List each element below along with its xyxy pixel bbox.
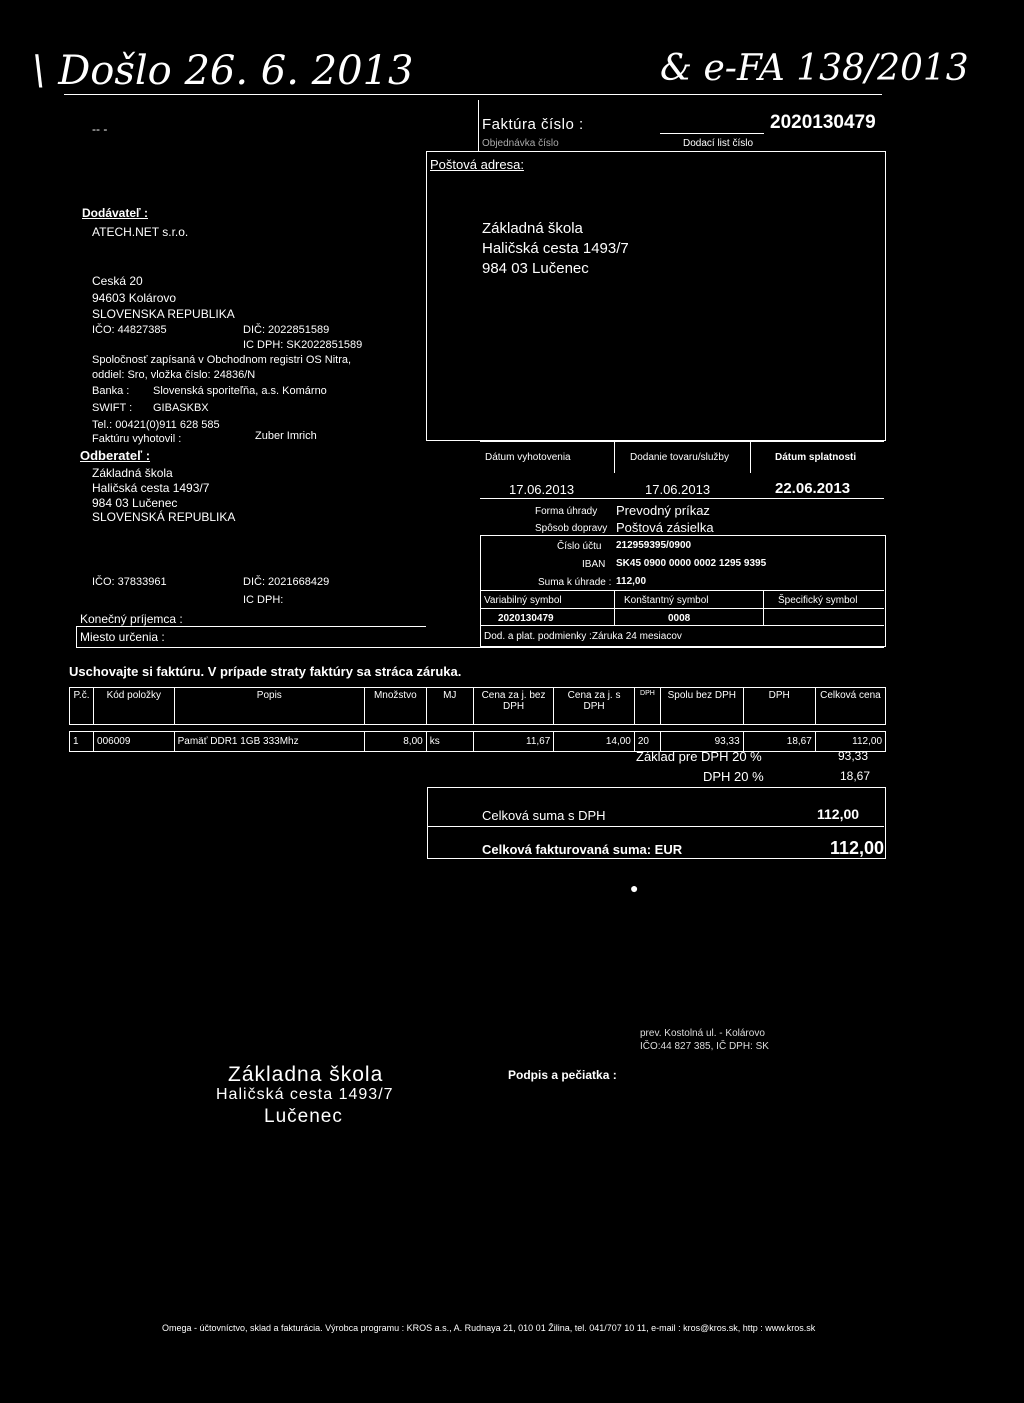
- variable-symbol-label: Variabilný symbol: [484, 595, 562, 606]
- header-price-gross: Cena za j. s DPH: [554, 688, 635, 725]
- school-stamp-name: Základna škola: [228, 1063, 384, 1086]
- header-quantity: Množstvo: [364, 688, 426, 725]
- customer-name: Základná škola: [92, 466, 173, 480]
- header-vat: DPH: [743, 688, 815, 725]
- supplier-phone: Tel.: 00421(0)911 628 585: [92, 419, 220, 431]
- items-header-row: [70, 688, 886, 725]
- supplier-ic-dph: IC DPH: SK2022851589: [243, 339, 363, 351]
- row-description: Pamäť DDR1 1GB 333Mhz: [174, 732, 364, 752]
- company-stamp-line-1: prev. Kostolná ul. - Kolárovo: [640, 1028, 765, 1039]
- bank-label: Banka :: [92, 385, 130, 397]
- supplier-city: 94603 Kolárovo: [92, 291, 177, 305]
- specific-symbol-label: Špecifický symbol: [778, 595, 858, 606]
- school-stamp-city: Lučenec: [264, 1106, 343, 1127]
- supplier-country: SLOVENSKA REPUBLIKA: [92, 307, 235, 321]
- handwritten-reference-note: & e-FA 138/2013: [660, 48, 969, 89]
- header-description: Popis: [174, 688, 364, 725]
- delivery-note-label: Dodací list číslo: [683, 138, 754, 149]
- row-price-gross: 14,00: [554, 732, 635, 752]
- iban-label: IBAN: [582, 559, 606, 570]
- customer-city: 984 03 Lučenec: [92, 496, 178, 510]
- order-number-label: Objednávka číslo: [482, 138, 559, 149]
- symbols-bottom-line: [480, 625, 884, 626]
- supplier-registry-line-2: oddiel: Sro, vložka číslo: 24836/N: [92, 369, 256, 381]
- header-code: Kód položky: [94, 688, 175, 725]
- table-spacer: [70, 725, 886, 732]
- dates-top-line: [480, 441, 884, 442]
- row-unit: ks: [426, 732, 473, 752]
- postal-city: 984 03 Lučenec: [482, 260, 589, 277]
- customer-label: Odberateľ :: [80, 448, 151, 463]
- number-underline: [660, 133, 764, 134]
- destination-label: Miesto určenia :: [80, 630, 165, 644]
- header-pc: P.č.: [70, 688, 94, 725]
- constant-symbol: 0008: [668, 613, 691, 624]
- company-stamp-line-2: IČO:44 827 385, IČ DPH: SK: [640, 1041, 769, 1052]
- symbols-top-line: [480, 590, 884, 591]
- supplier-ico: IČO: 44827385: [92, 324, 167, 336]
- constant-symbol-label: Konštantný symbol: [624, 595, 709, 606]
- variable-symbol: 2020130479: [498, 613, 554, 624]
- transport-method: Poštová zásielka: [616, 520, 714, 535]
- row-total: 112,00: [815, 732, 885, 752]
- supplier-label: Dodávateľ :: [82, 206, 148, 220]
- row-total-net: 93,33: [661, 732, 744, 752]
- issue-date: 17.06.2013: [509, 482, 575, 497]
- invoice-title-label: Faktúra číslo :: [482, 116, 584, 133]
- postal-name: Základná škola: [482, 220, 583, 237]
- vat-base-value: 93,33: [838, 749, 869, 763]
- postal-address-box: [426, 151, 886, 441]
- customer-country: SLOVENSKÁ REPUBLIKA: [92, 510, 236, 524]
- row-quantity: 8,00: [364, 732, 426, 752]
- warning-text: Uschovajte si faktúru. V prípade straty faktúry sa stráca záruka.: [69, 664, 462, 679]
- software-footer: Omega - účtovníctvo, sklad a fakturácia. Výrobca programu : KROS a.s., A. Rudnaya 21, 010 01 Žilina, tel. 041/707 10 11, e-mail : kros@kros.sk, http : www.kros.sk: [162, 1323, 816, 1333]
- due-date-label: Dátum splatnosti: [775, 452, 857, 463]
- row-price-net: 11,67: [473, 732, 554, 752]
- vat-label: DPH 20 %: [703, 769, 764, 784]
- table-row: [70, 732, 886, 752]
- bank-name: Slovenská sporiteľňa, a.s. Komárno: [153, 385, 327, 397]
- issued-by-name: Zuber Imrich: [255, 430, 317, 442]
- customer-ic-dph: IC DPH:: [243, 594, 284, 606]
- customer-bottom-line: [76, 647, 884, 648]
- handwritten-received-note: \ Došlo 26. 6. 2013: [32, 48, 414, 94]
- supplier-street: Ceská 20: [92, 274, 143, 288]
- dates-bottom-line: [480, 498, 884, 499]
- header-total-net: Spolu bez DPH: [661, 688, 744, 725]
- dates-divider-1: [614, 441, 615, 473]
- supplier-name: ATECH.NET s.r.o.: [92, 225, 189, 239]
- issued-by-label: Faktúru vyhotovil :: [92, 433, 182, 445]
- header-unit: MJ: [426, 688, 473, 725]
- payment-form-label: Forma úhrady: [535, 506, 598, 517]
- header-vat-rate: DPH: [634, 688, 660, 725]
- stamp-dot-mark: ●: [630, 880, 639, 896]
- handwritten-marks: -- -: [92, 122, 108, 136]
- vat-value: 18,67: [840, 769, 871, 783]
- invoiced-total-label: Celková fakturovaná suma: EUR: [482, 842, 683, 857]
- invoiced-total-value: 112,00: [830, 838, 885, 858]
- invoice-number: 2020130479: [770, 112, 876, 133]
- delivery-date-label: Dodanie tovaru/služby: [630, 452, 729, 463]
- dates-divider-2: [750, 441, 751, 473]
- account-number: 212959395/0900: [616, 540, 692, 551]
- amount-due: 112,00: [616, 576, 647, 587]
- customer-dic: DIČ: 2021668429: [243, 576, 330, 588]
- header-total: Celková cena: [815, 688, 885, 725]
- row-vat: 18,67: [743, 732, 815, 752]
- supplier-dic: DIČ: 2022851589: [243, 324, 330, 336]
- payment-form: Prevodný príkaz: [616, 503, 710, 518]
- symbols-middle-line: [480, 608, 884, 609]
- postal-address-label: Poštová adresa:: [430, 157, 524, 172]
- total-with-vat-label: Celková suma s DPH: [482, 808, 606, 823]
- postal-street: Haličská cesta 1493/7: [482, 240, 629, 257]
- amount-due-label: Suma k úhrade :: [538, 577, 612, 588]
- iban: SK45 0900 0000 0002 1295 9395: [616, 558, 767, 569]
- row-vat-rate: 20: [634, 732, 660, 752]
- totals-divider: [427, 826, 884, 827]
- delivery-terms: Dod. a plat. podmienky :Záruka 24 mesiacov: [484, 631, 682, 642]
- swift-label: SWIFT :: [92, 402, 133, 414]
- row-code: 006009: [94, 732, 175, 752]
- items-table: [69, 687, 886, 752]
- vat-base-label: Základ pre DPH 20 %: [636, 749, 762, 764]
- customer-ico: IČO: 37833961: [92, 576, 167, 588]
- customer-street: Haličská cesta 1493/7: [92, 481, 210, 495]
- account-number-label: Číslo účtu: [557, 541, 602, 552]
- due-date: 22.06.2013: [775, 480, 851, 497]
- delivery-date: 17.06.2013: [645, 482, 711, 497]
- school-stamp-street: Haličská cesta 1493/7: [216, 1086, 394, 1103]
- supplier-registry-line-1: Spoločnosť zapísaná v Obchodnom registri OS Nitra,: [92, 354, 352, 366]
- header-divider: [64, 94, 882, 95]
- header-vertical-line: [478, 100, 479, 152]
- transport-label: Spôsob dopravy: [535, 523, 608, 534]
- swift-code: GIBASKBX: [153, 402, 209, 414]
- customer-left-line: [76, 626, 77, 647]
- row-pc: 1: [70, 732, 94, 752]
- header-price-net: Cena za j. bez DPH: [473, 688, 554, 725]
- signature-label: Podpis a pečiatka :: [508, 1068, 617, 1082]
- recipient-divider: [76, 626, 426, 627]
- total-with-vat-value: 112,00: [817, 806, 860, 822]
- final-recipient-label: Konečný príjemca :: [80, 612, 183, 626]
- issue-date-label: Dátum vyhotovenia: [485, 452, 571, 463]
